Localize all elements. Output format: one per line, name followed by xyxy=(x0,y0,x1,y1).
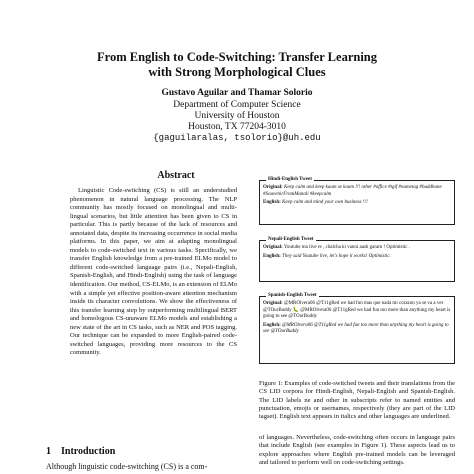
english-label: English: xyxy=(263,200,281,206)
figure-1 xyxy=(259,176,455,368)
abstract-body xyxy=(70,187,237,358)
section-1-number: 1 xyxy=(46,446,51,457)
tweet-original-hindi: Keep calm and keep kaam se kaam !!! other #office #tgif #nametag #buddhane #SouvenirFromManali #keepcalm xyxy=(263,185,442,197)
section-1-first-line: Although linguistic code-switching (CS) is a com- xyxy=(46,462,208,471)
tweet-original-nepali: Youtube ma live re , chalcha ki vanni aash garam ! Optimistic . xyxy=(283,245,410,250)
english-label: English: xyxy=(263,322,281,328)
tweet-label-nepali: Nepali-English Tweet xyxy=(268,237,314,242)
title-line-1: From English to Code-Switching: Transfer Learning xyxy=(97,50,377,64)
abstract-heading: Abstract xyxy=(157,170,195,181)
tweet-label-spanish: Spanish-English Tweet xyxy=(268,293,317,298)
original-label: Original: xyxy=(263,301,283,306)
author-names: Gustavo Aguilar and Thamar Solorio xyxy=(161,88,313,98)
tweet-box-spanish xyxy=(259,293,455,364)
section-1-heading xyxy=(46,446,125,457)
tweet-english-nepali: They said Youtube live, let's hope it works! Optimistic. xyxy=(282,253,391,259)
affiliation-department: Department of Computer Science xyxy=(173,100,301,110)
original-label: Original: xyxy=(263,185,283,190)
section-1-title: Introduction xyxy=(61,446,116,457)
author-email: {gaguilaralas, tsolorio}@uh.edu xyxy=(153,133,321,143)
tweet-english-spanish: @MROlvera06 @T11gRed we had fun too more than anything my heart is going to see @TOurBuddy xyxy=(263,322,449,335)
title-line-2: with Strong Morphological Clues xyxy=(148,65,326,79)
original-label: Original: xyxy=(263,245,283,250)
figure-caption: Figure 1: Examples of code-switched tweets and their translations from the CS LID corpora for Hindi-English, Nepali-English and Spanish-English. The LID labels ne and other in subscripts refer to named entities and punctuation, emojis or usernames, respectively (they are part of the LID tagset). English text appears in italics and other languages are underlined. xyxy=(259,380,455,421)
right-column-body xyxy=(259,434,455,467)
affiliation-address: Houston, TX 77204-3010 xyxy=(188,122,286,132)
english-label: English: xyxy=(263,253,281,259)
tweet-box-hindi xyxy=(259,177,455,225)
tweet-label-hindi: Hindi-English Tweet xyxy=(268,177,312,182)
affiliation-university: University of Houston xyxy=(194,111,280,121)
abstract-text: Linguistic Code-switching (CS) is still an understudied phenomenon in natural language processing. The NLP community has mostly focused on monolingual and multi-lingual scenarios, but little attention has been given to CS in particular. This is partly because of the lack of resources and annotated data, despite its increasing occurrence in social media platforms. In this paper, we aim at adapting monolingual models to code-switched text in various tasks. Specifically, we transfer English knowledge from a pre-trained ELMo model to different code-switched language pairs (i.e., Nepali-English, Spanish-English, and Hindi-English) using the task of language identification. Our method, CS-ELMo, is an extension of ELMo with a simple yet effective position-aware attention mechanism inside its character convolutions. We show the effectiveness of this transfer learning step by outperforming multilingual BERT and homologous CS-unaware ELMo models and establishing a new state of the art in CS tasks, such as NER and POS tagging. Our technique can be expanded to more English-paired code-switched languages, providing more resources to the CS community. xyxy=(70,187,237,357)
tweet-box-nepali xyxy=(259,237,455,282)
tweet-english-hindi: Keep calm and mind your own business !!! xyxy=(282,200,368,206)
tweet-original-spanish: @MROlvera06 @T11gRed we had fun mas que nada mi corazon ya se va a ver @TOurBuddy 🐛 @MROlvera06 @T11gRed we had fun too more than anything my heart is going to see @TOurBuddy xyxy=(263,301,451,320)
right-column-text: of languages. Nevertheless, code-switching often occurs in language pairs that include English (see examples in Figure 1). These aspects lead us to explore approaches where English pre-trained models can be leveraged and tailored to perform well on code-switching settings. xyxy=(259,434,455,466)
paper-title xyxy=(0,50,474,80)
